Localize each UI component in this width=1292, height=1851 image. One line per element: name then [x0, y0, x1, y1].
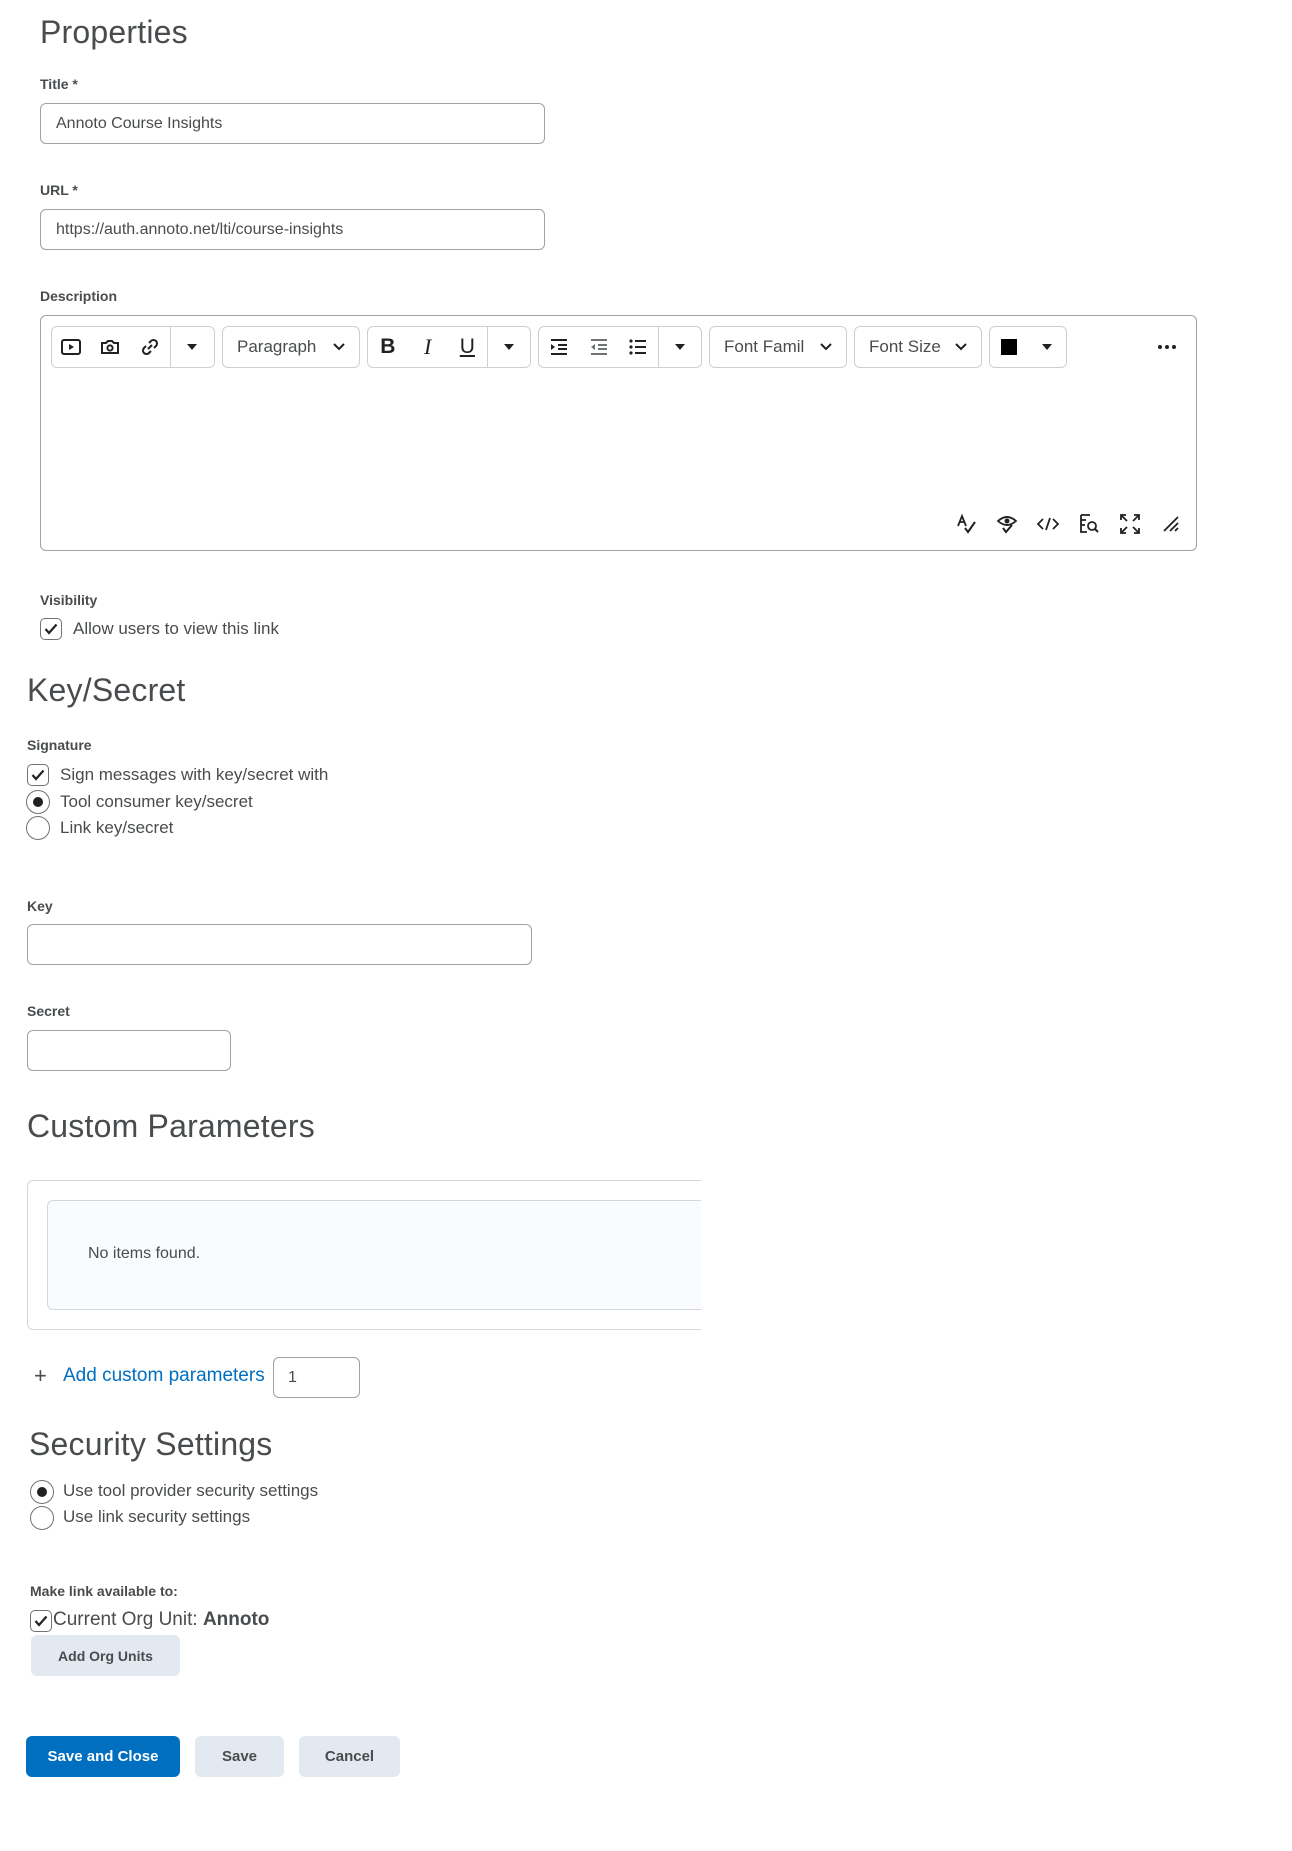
- title-input[interactable]: [40, 103, 545, 144]
- link-security-radio[interactable]: [30, 1506, 54, 1530]
- secret-input[interactable]: [27, 1030, 231, 1071]
- current-org-unit-checkbox[interactable]: [30, 1610, 52, 1632]
- indent-icon: [549, 338, 569, 356]
- org-unit-prefix: Current Org Unit:: [53, 1609, 198, 1630]
- url-label: URL *: [40, 182, 78, 198]
- insert-video-button[interactable]: [52, 327, 90, 367]
- spellcheck-button[interactable]: [953, 511, 979, 537]
- available-to-label: Make link available to:: [30, 1583, 178, 1599]
- key-input[interactable]: [27, 924, 532, 965]
- camera-icon: [100, 339, 120, 355]
- insert-stuff-button[interactable]: [90, 327, 130, 367]
- sign-messages-checkbox[interactable]: [27, 764, 49, 786]
- fullscreen-button[interactable]: [1117, 511, 1143, 537]
- text-color-dropdown[interactable]: [1028, 327, 1066, 367]
- resize-handle[interactable]: [1158, 511, 1184, 537]
- preview-button[interactable]: [1076, 511, 1102, 537]
- key-secret-heading: Key/Secret: [27, 672, 186, 708]
- text-color-button[interactable]: [990, 327, 1028, 367]
- description-editor[interactable]: [40, 315, 1197, 551]
- custom-parameters-heading: Custom Parameters: [27, 1108, 315, 1144]
- bold-icon: B: [380, 335, 396, 358]
- chevron-down-icon: [955, 343, 967, 351]
- color-swatch: [1001, 339, 1017, 355]
- paragraph-select-label: Paragraph: [237, 337, 317, 356]
- format-toolbar-group: [367, 326, 531, 368]
- save-and-close-button[interactable]: Save and Close: [26, 1736, 180, 1777]
- title-label: Title *: [40, 76, 78, 92]
- outdent-icon: [589, 338, 609, 356]
- bulleted-list-icon: [628, 338, 648, 356]
- tool-provider-radio[interactable]: [30, 1480, 54, 1504]
- signature-label: Signature: [27, 737, 92, 753]
- org-unit-name: Annoto: [202, 1609, 270, 1630]
- allow-view-checkbox[interactable]: [40, 618, 62, 640]
- plus-icon: +: [34, 1363, 47, 1388]
- link-security-label: Use link security settings: [63, 1507, 251, 1526]
- add-custom-parameters-link[interactable]: Add custom parameters: [63, 1365, 265, 1386]
- font-family-select[interactable]: [709, 326, 847, 368]
- font-size-select[interactable]: [854, 326, 982, 368]
- format-more-dropdown[interactable]: [488, 327, 530, 367]
- checkmark-icon: [31, 769, 45, 781]
- link-icon: [140, 337, 160, 357]
- checkmark-icon: [34, 1615, 48, 1627]
- text-color-picker[interactable]: [989, 326, 1067, 368]
- font-family-select-label: Font Famil: [724, 337, 805, 356]
- current-org-unit-label: [53, 1609, 269, 1631]
- video-icon: [61, 339, 81, 355]
- indent-button[interactable]: [539, 327, 579, 367]
- empty-state: [47, 1200, 701, 1310]
- caret-down-icon: [674, 343, 686, 351]
- save-button[interactable]: Save: [195, 1736, 284, 1777]
- outdent-button[interactable]: [579, 327, 619, 367]
- allow-view-label: Allow users to view this link: [73, 619, 279, 638]
- custom-parameters-table: [27, 1180, 701, 1330]
- description-label: Description: [40, 288, 118, 304]
- insert-more-dropdown[interactable]: [171, 327, 213, 367]
- checkmark-icon: [44, 623, 58, 635]
- radio-dot: [33, 797, 43, 807]
- preview-icon: [1078, 513, 1100, 535]
- key-label: Key: [27, 898, 53, 914]
- tool-provider-label: Use tool provider security settings: [63, 1481, 319, 1500]
- bulleted-list-button[interactable]: [619, 327, 659, 367]
- fullscreen-icon: [1119, 513, 1141, 535]
- cancel-button[interactable]: Cancel: [299, 1736, 400, 1777]
- visibility-label: Visibility: [40, 592, 98, 608]
- bold-button[interactable]: [368, 327, 408, 367]
- list-toolbar-group: [538, 326, 702, 368]
- caret-down-icon: [503, 343, 515, 351]
- more-icon: [1157, 344, 1177, 350]
- empty-state-text: No items found.: [88, 1245, 201, 1262]
- italic-button[interactable]: [408, 327, 448, 367]
- underline-icon: U: [459, 335, 475, 358]
- secret-label: Secret: [27, 1003, 70, 1019]
- underline-button[interactable]: [448, 327, 488, 367]
- security-settings-heading: Security Settings: [29, 1426, 273, 1462]
- link-key-radio[interactable]: [26, 816, 50, 840]
- resize-handle-icon: [1161, 514, 1181, 534]
- accessibility-check-button[interactable]: [994, 511, 1020, 537]
- accessibility-check-icon: [996, 513, 1018, 535]
- paragraph-select[interactable]: [222, 326, 360, 368]
- link-key-label: Link key/secret: [60, 818, 174, 837]
- caret-down-icon: [186, 343, 198, 351]
- chevron-down-icon: [820, 343, 832, 351]
- tool-consumer-label: Tool consumer key/secret: [60, 792, 253, 811]
- radio-dot: [37, 1487, 47, 1497]
- source-code-button[interactable]: [1035, 511, 1061, 537]
- list-more-dropdown[interactable]: [659, 327, 701, 367]
- tool-consumer-radio[interactable]: [26, 790, 50, 814]
- insert-link-button[interactable]: [130, 327, 170, 367]
- add-org-units-button[interactable]: Add Org Units: [31, 1635, 180, 1676]
- font-size-select-label: Font Size: [869, 337, 941, 356]
- spellcheck-icon: [955, 513, 977, 535]
- more-options-button[interactable]: [1149, 326, 1185, 368]
- add-count-input[interactable]: [273, 1357, 360, 1398]
- sign-messages-label: Sign messages with key/secret with: [60, 765, 329, 784]
- chevron-down-icon: [333, 343, 345, 351]
- source-code-icon: [1037, 516, 1059, 532]
- properties-heading: Properties: [40, 14, 188, 50]
- italic-icon: I: [423, 334, 432, 359]
- caret-down-icon: [1041, 343, 1053, 351]
- url-input[interactable]: [40, 209, 545, 250]
- insert-toolbar-group: [51, 326, 215, 368]
